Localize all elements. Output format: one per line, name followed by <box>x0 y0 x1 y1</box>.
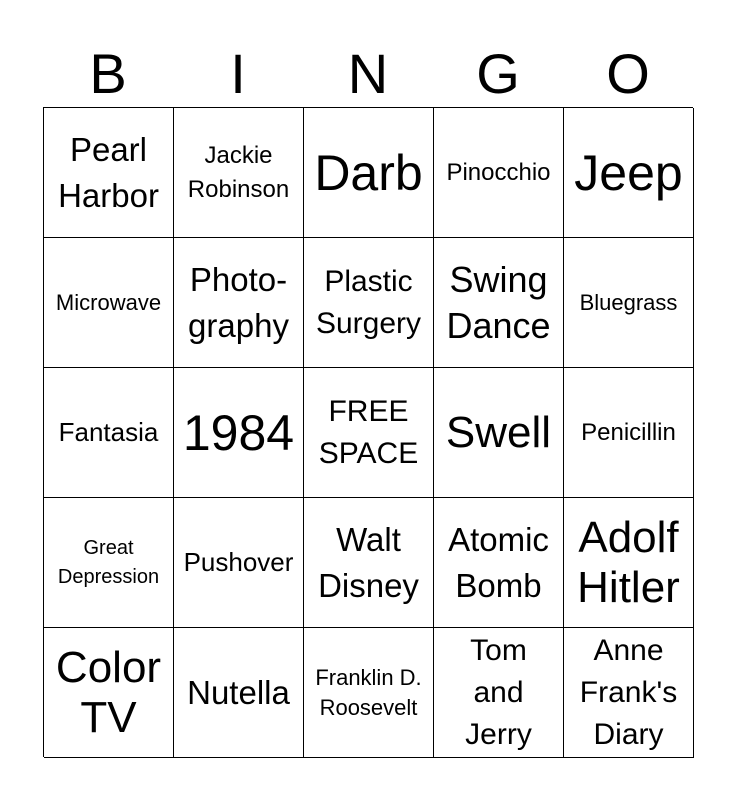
bingo-cell[interactable] <box>434 498 564 628</box>
cell-label: Photo-graphy <box>188 260 289 344</box>
cell-label: Plastic Surgery <box>315 264 422 340</box>
bingo-cell[interactable] <box>174 498 304 628</box>
bingo-cell[interactable] <box>174 238 304 368</box>
bingo-cell[interactable] <box>564 108 694 238</box>
bingo-cell[interactable] <box>434 628 564 758</box>
bingo-header <box>43 40 693 108</box>
header-letter-n: N <box>347 42 389 105</box>
bingo-board <box>43 107 693 757</box>
bingo-cell[interactable] <box>44 108 174 238</box>
bingo-cell free-space[interactable] <box>304 368 434 498</box>
bingo-cell[interactable] <box>174 628 304 758</box>
cell-label: Tom and Jerry <box>465 633 532 751</box>
bingo-cell[interactable] <box>434 368 564 498</box>
cell-label: Darb <box>314 144 423 201</box>
cell-label: Fantasia <box>58 417 159 447</box>
free-space-label: FREE SPACE <box>318 394 419 470</box>
bingo-cell[interactable] <box>304 238 434 368</box>
cell-label: Jeep <box>574 144 683 201</box>
cell-label: Microwave <box>55 289 162 315</box>
cell-label: Adolf Hitler <box>577 512 680 612</box>
cell-label: Penicillin <box>581 418 676 446</box>
header-letter-g: G <box>476 42 520 105</box>
cell-label: Pushover <box>183 547 294 577</box>
cell-label: Swell <box>445 407 552 457</box>
bingo-cell[interactable] <box>564 498 694 628</box>
cell-label: Nutella <box>187 673 290 711</box>
cell-label: Walt Disney <box>318 520 419 604</box>
bingo-cell[interactable] <box>564 368 694 498</box>
cell-label: Pearl Harbor <box>58 130 159 214</box>
bingo-cell[interactable] <box>434 108 564 238</box>
header-letter-b: B <box>89 42 127 105</box>
bingo-cell[interactable] <box>304 108 434 238</box>
cell-label: Color TV <box>55 642 162 742</box>
cell-label: Anne Frank's Diary <box>579 633 678 751</box>
cell-label: Swing Dance <box>446 258 551 346</box>
cell-label: Bluegrass <box>579 289 678 315</box>
bingo-cell[interactable] <box>304 498 434 628</box>
bingo-cell[interactable] <box>174 368 304 498</box>
bingo-cell[interactable] <box>564 628 694 758</box>
bingo-cell[interactable] <box>44 368 174 498</box>
header-letter-i: I <box>230 42 246 105</box>
bingo-cell[interactable] <box>44 498 174 628</box>
bingo-cell[interactable] <box>174 108 304 238</box>
cell-label: 1984 <box>182 404 295 461</box>
bingo-cell[interactable] <box>44 628 174 758</box>
cell-label: Great Depression <box>57 536 160 588</box>
bingo-cell[interactable] <box>44 238 174 368</box>
cell-label: Pinocchio <box>446 158 551 186</box>
bingo-cell[interactable] <box>434 238 564 368</box>
cell-label: Atomic Bomb <box>448 520 549 604</box>
cell-label: Franklin D. Roosevelt <box>315 664 422 720</box>
header-letter-o: O <box>606 42 650 105</box>
bingo-cell[interactable] <box>564 238 694 368</box>
bingo-cell[interactable] <box>304 628 434 758</box>
cell-label: Jackie Robinson <box>187 141 290 203</box>
